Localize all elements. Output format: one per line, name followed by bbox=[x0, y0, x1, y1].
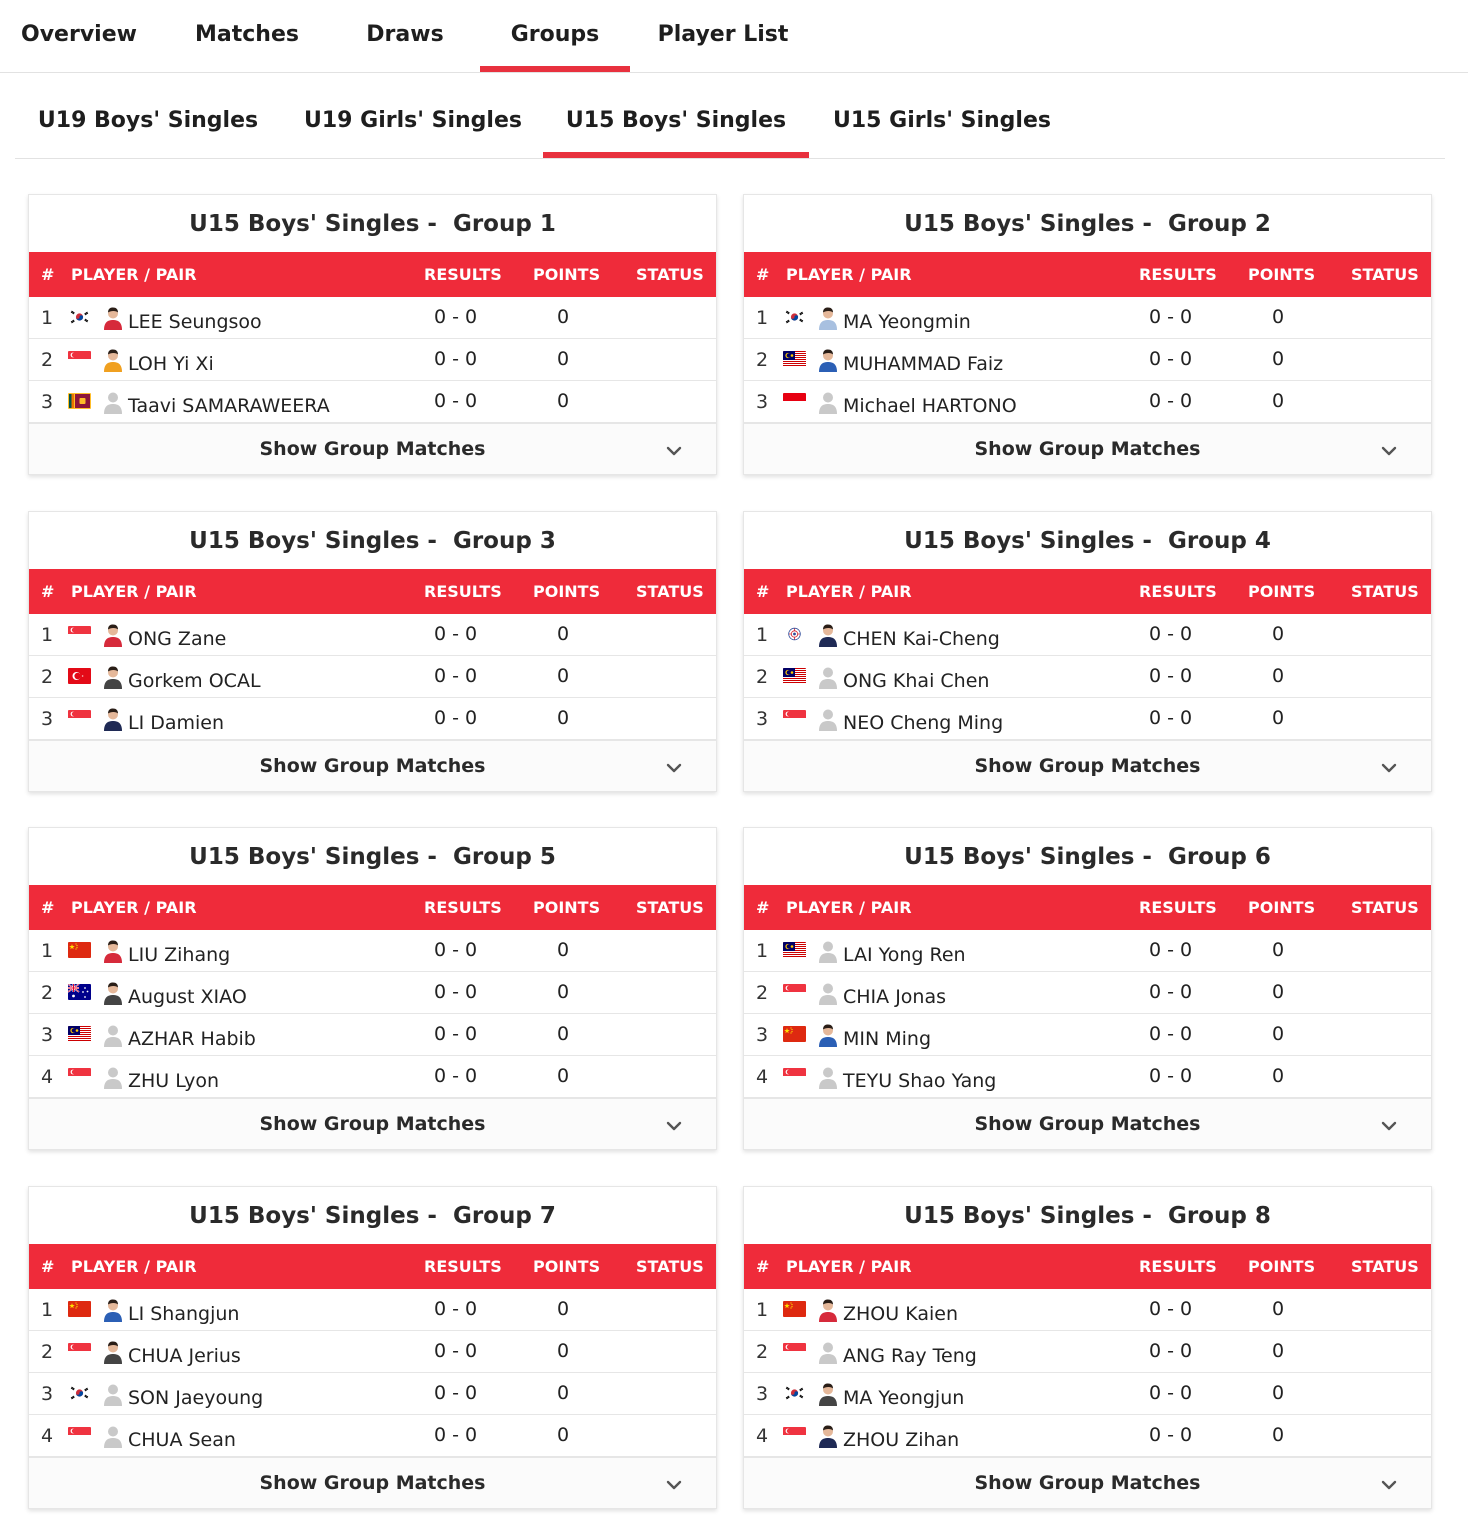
tab-u15-girls-singles[interactable]: U15 Girls' Singles bbox=[833, 108, 1051, 133]
tab-draws[interactable]: Draws bbox=[366, 22, 444, 47]
table-header bbox=[29, 569, 716, 614]
player-results: 0 - 0 bbox=[1149, 1424, 1193, 1446]
group-title: U15 Boys' Singles - Group 2 bbox=[904, 211, 1271, 237]
player-results: 0 - 0 bbox=[1149, 306, 1193, 328]
table-row bbox=[29, 930, 716, 972]
player-points: 0 bbox=[1272, 1424, 1285, 1446]
player-results: 0 - 0 bbox=[1149, 1298, 1193, 1320]
table-row bbox=[744, 1331, 1431, 1373]
player-avatar-icon bbox=[102, 981, 124, 1005]
column-header-status: STATUS bbox=[636, 898, 704, 917]
table-row bbox=[29, 698, 716, 740]
player-avatar-icon bbox=[102, 1298, 124, 1322]
player-avatar-icon bbox=[817, 348, 839, 372]
player-points: 0 bbox=[557, 1340, 570, 1362]
column-header-rank: # bbox=[41, 898, 55, 917]
player-avatar-icon bbox=[102, 306, 124, 330]
table-row bbox=[29, 1373, 716, 1415]
player-avatar-icon bbox=[817, 623, 839, 647]
country-flag-icon bbox=[783, 942, 806, 958]
player-results: 0 - 0 bbox=[1149, 939, 1193, 961]
country-flag-icon bbox=[68, 351, 91, 367]
group-card bbox=[28, 511, 717, 792]
tab-player-list[interactable]: Player List bbox=[657, 22, 789, 47]
player-name-link[interactable]: CHUA Jerius bbox=[128, 1345, 241, 1367]
column-header-rank: # bbox=[41, 1257, 55, 1276]
player-name-link[interactable]: LOH Yi Xi bbox=[128, 353, 214, 375]
player-rank: 4 bbox=[756, 1425, 769, 1447]
event-tab-bar bbox=[15, 73, 1445, 159]
player-avatar-icon bbox=[102, 1340, 124, 1364]
country-flag-icon bbox=[68, 1343, 91, 1359]
player-points: 0 bbox=[557, 981, 570, 1003]
player-name-link[interactable]: Michael HARTONO bbox=[843, 395, 1017, 417]
table-row bbox=[744, 1014, 1431, 1056]
player-name-link[interactable]: MIN Ming bbox=[843, 1028, 932, 1050]
player-points: 0 bbox=[1272, 623, 1285, 645]
column-header-points: POINTS bbox=[1248, 898, 1316, 917]
player-points: 0 bbox=[557, 665, 570, 687]
table-row bbox=[744, 339, 1431, 381]
player-avatar-icon bbox=[817, 707, 839, 731]
show-group-matches-button[interactable] bbox=[29, 423, 716, 474]
country-flag-icon bbox=[68, 393, 91, 409]
country-flag-icon bbox=[783, 351, 806, 367]
table-header bbox=[744, 569, 1431, 614]
player-avatar-icon bbox=[102, 623, 124, 647]
chevron-down-icon bbox=[1379, 758, 1399, 772]
player-name-link[interactable]: ZHOU Kaien bbox=[843, 1303, 958, 1325]
column-header-points: POINTS bbox=[1248, 582, 1316, 601]
player-results: 0 - 0 bbox=[1149, 390, 1193, 412]
show-group-matches-label: Show Group Matches bbox=[259, 1113, 486, 1135]
player-results: 0 - 0 bbox=[1149, 1382, 1193, 1404]
country-flag-icon bbox=[68, 1026, 91, 1042]
column-header-player: PLAYER / PAIR bbox=[71, 898, 197, 917]
player-results: 0 - 0 bbox=[1149, 623, 1193, 645]
player-name-link[interactable]: ZHOU Zihan bbox=[843, 1429, 960, 1451]
player-rank: 2 bbox=[756, 666, 769, 688]
column-header-rank: # bbox=[756, 582, 770, 601]
table-header bbox=[744, 1244, 1431, 1289]
player-points: 0 bbox=[557, 623, 570, 645]
table-row bbox=[744, 930, 1431, 972]
player-rank: 2 bbox=[756, 349, 769, 371]
group-title: U15 Boys' Singles - Group 5 bbox=[189, 844, 556, 870]
main-tab-bar bbox=[0, 0, 1468, 73]
column-header-points: POINTS bbox=[533, 898, 601, 917]
column-header-rank: # bbox=[41, 582, 55, 601]
table-row bbox=[744, 297, 1431, 339]
group-card bbox=[743, 194, 1432, 475]
player-rank: 1 bbox=[41, 1299, 54, 1321]
table-row bbox=[29, 972, 716, 1014]
table-row bbox=[29, 381, 716, 423]
player-results: 0 - 0 bbox=[434, 981, 478, 1003]
column-header-results: RESULTS bbox=[1139, 1257, 1217, 1276]
column-header-points: POINTS bbox=[533, 1257, 601, 1276]
country-flag-icon bbox=[783, 1427, 806, 1443]
column-header-status: STATUS bbox=[1351, 265, 1419, 284]
tab-u15-boys-singles[interactable]: U15 Boys' Singles bbox=[543, 73, 809, 158]
table-row bbox=[744, 656, 1431, 698]
group-title: U15 Boys' Singles - Group 4 bbox=[904, 528, 1271, 554]
player-avatar-icon bbox=[102, 390, 124, 414]
player-results: 0 - 0 bbox=[434, 939, 478, 961]
country-flag-icon bbox=[68, 984, 91, 1000]
column-header-rank: # bbox=[756, 265, 770, 284]
column-header-status: STATUS bbox=[636, 265, 704, 284]
table-row bbox=[744, 972, 1431, 1014]
player-rank: 3 bbox=[41, 391, 54, 413]
column-header-status: STATUS bbox=[1351, 1257, 1419, 1276]
player-avatar-icon bbox=[817, 1298, 839, 1322]
player-avatar-icon bbox=[817, 390, 839, 414]
show-group-matches-button[interactable] bbox=[29, 740, 716, 791]
show-group-matches-label: Show Group Matches bbox=[259, 755, 486, 777]
player-rank: 3 bbox=[756, 1383, 769, 1405]
player-points: 0 bbox=[557, 1298, 570, 1320]
column-header-player: PLAYER / PAIR bbox=[786, 898, 912, 917]
country-flag-icon bbox=[783, 1301, 806, 1317]
player-rank: 3 bbox=[756, 708, 769, 730]
player-rank: 3 bbox=[41, 1024, 54, 1046]
player-name-link[interactable]: CHIA Jonas bbox=[843, 986, 947, 1008]
player-name-link[interactable]: CHEN Kai-Cheng bbox=[843, 628, 1000, 650]
player-results: 0 - 0 bbox=[434, 1424, 478, 1446]
player-results: 0 - 0 bbox=[1149, 348, 1193, 370]
player-name-link[interactable]: Gorkem OCAL bbox=[128, 670, 261, 692]
country-flag-icon bbox=[783, 984, 806, 1000]
table-row bbox=[744, 1056, 1431, 1098]
player-avatar-icon bbox=[817, 1023, 839, 1047]
player-points: 0 bbox=[557, 1065, 570, 1087]
column-header-player: PLAYER / PAIR bbox=[71, 265, 197, 284]
column-header-results: RESULTS bbox=[1139, 582, 1217, 601]
group-title: U15 Boys' Singles - Group 1 bbox=[189, 211, 556, 237]
player-name-link[interactable]: MUHAMMAD Faiz bbox=[843, 353, 1004, 375]
table-row bbox=[29, 297, 716, 339]
player-points: 0 bbox=[1272, 1023, 1285, 1045]
player-points: 0 bbox=[1272, 390, 1285, 412]
player-name-link[interactable]: TEYU Shao Yang bbox=[843, 1070, 997, 1092]
player-rank: 1 bbox=[41, 940, 54, 962]
table-row bbox=[29, 339, 716, 381]
player-points: 0 bbox=[557, 390, 570, 412]
player-avatar-icon bbox=[817, 1382, 839, 1406]
player-points: 0 bbox=[557, 939, 570, 961]
player-rank: 2 bbox=[41, 982, 54, 1004]
country-flag-icon bbox=[783, 668, 806, 684]
player-name-link[interactable]: ONG Zane bbox=[128, 628, 227, 650]
column-header-rank: # bbox=[756, 1257, 770, 1276]
column-header-player: PLAYER / PAIR bbox=[786, 1257, 912, 1276]
table-row bbox=[744, 1415, 1431, 1457]
column-header-player: PLAYER / PAIR bbox=[786, 582, 912, 601]
show-group-matches-label: Show Group Matches bbox=[974, 755, 1201, 777]
player-results: 0 - 0 bbox=[434, 390, 478, 412]
player-avatar-icon bbox=[817, 665, 839, 689]
table-row bbox=[29, 656, 716, 698]
group-title: U15 Boys' Singles - Group 6 bbox=[904, 844, 1271, 870]
player-rank: 2 bbox=[41, 349, 54, 371]
player-results: 0 - 0 bbox=[1149, 1023, 1193, 1045]
player-rank: 2 bbox=[41, 666, 54, 688]
country-flag-icon bbox=[783, 710, 806, 726]
player-avatar-icon bbox=[817, 939, 839, 963]
table-row bbox=[744, 1373, 1431, 1415]
country-flag-icon bbox=[68, 1427, 91, 1443]
player-rank: 1 bbox=[756, 1299, 769, 1321]
table-row bbox=[29, 614, 716, 656]
player-avatar-icon bbox=[102, 348, 124, 372]
player-points: 0 bbox=[557, 1023, 570, 1045]
tab-u19-boys-singles[interactable]: U19 Boys' Singles bbox=[37, 108, 259, 133]
player-points: 0 bbox=[1272, 981, 1285, 1003]
column-header-results: RESULTS bbox=[424, 898, 502, 917]
player-avatar-icon bbox=[102, 1424, 124, 1448]
column-header-rank: # bbox=[41, 265, 55, 284]
column-header-points: POINTS bbox=[1248, 265, 1316, 284]
table-row bbox=[29, 1014, 716, 1056]
country-flag-icon bbox=[68, 1301, 91, 1317]
player-points: 0 bbox=[557, 707, 570, 729]
column-header-player: PLAYER / PAIR bbox=[71, 582, 197, 601]
country-flag-icon bbox=[783, 393, 806, 409]
chevron-down-icon bbox=[664, 758, 684, 772]
table-row bbox=[744, 381, 1431, 423]
player-name-link[interactable]: LEE Seungsoo bbox=[128, 311, 262, 333]
column-header-results: RESULTS bbox=[424, 265, 502, 284]
player-rank: 1 bbox=[756, 940, 769, 962]
group-card bbox=[743, 827, 1432, 1150]
show-group-matches-button[interactable] bbox=[744, 423, 1431, 474]
country-flag-icon bbox=[783, 626, 806, 642]
player-rank: 2 bbox=[756, 982, 769, 1004]
column-header-player: PLAYER / PAIR bbox=[71, 1257, 197, 1276]
tab-u19-girls-singles[interactable]: U19 Girls' Singles bbox=[304, 108, 522, 133]
player-results: 0 - 0 bbox=[434, 1023, 478, 1045]
player-avatar-icon bbox=[102, 939, 124, 963]
player-points: 0 bbox=[1272, 1340, 1285, 1362]
player-results: 0 - 0 bbox=[434, 707, 478, 729]
country-flag-icon bbox=[68, 309, 91, 325]
player-results: 0 - 0 bbox=[434, 1298, 478, 1320]
player-points: 0 bbox=[1272, 665, 1285, 687]
table-row bbox=[29, 1289, 716, 1331]
show-group-matches-button[interactable] bbox=[29, 1457, 716, 1508]
table-header bbox=[29, 885, 716, 930]
player-name-link[interactable]: AZHAR Habib bbox=[128, 1028, 256, 1050]
country-flag-icon bbox=[783, 309, 806, 325]
player-results: 0 - 0 bbox=[434, 665, 478, 687]
group-title: U15 Boys' Singles - Group 7 bbox=[189, 1203, 556, 1229]
player-results: 0 - 0 bbox=[434, 348, 478, 370]
show-group-matches-label: Show Group Matches bbox=[974, 438, 1201, 460]
player-avatar-icon bbox=[817, 1340, 839, 1364]
table-header bbox=[29, 252, 716, 297]
player-avatar-icon bbox=[102, 665, 124, 689]
player-name-link[interactable]: LI Damien bbox=[128, 712, 225, 734]
player-points: 0 bbox=[1272, 939, 1285, 961]
player-points: 0 bbox=[1272, 306, 1285, 328]
player-points: 0 bbox=[1272, 1382, 1285, 1404]
player-points: 0 bbox=[1272, 1065, 1285, 1087]
player-avatar-icon bbox=[102, 1065, 124, 1089]
player-name-link[interactable]: ONG Khai Chen bbox=[843, 670, 990, 692]
player-points: 0 bbox=[1272, 348, 1285, 370]
player-rank: 1 bbox=[756, 307, 769, 329]
show-group-matches-label: Show Group Matches bbox=[974, 1113, 1201, 1135]
chevron-down-icon bbox=[1379, 1475, 1399, 1489]
table-header bbox=[29, 1244, 716, 1289]
player-rank: 1 bbox=[756, 624, 769, 646]
player-name-link[interactable]: MA Yeongjun bbox=[843, 1387, 965, 1409]
show-group-matches-label: Show Group Matches bbox=[259, 1472, 486, 1494]
country-flag-icon bbox=[783, 1343, 806, 1359]
player-rank: 3 bbox=[41, 1383, 54, 1405]
table-row bbox=[29, 1056, 716, 1098]
show-group-matches-button[interactable] bbox=[744, 1098, 1431, 1149]
group-card bbox=[28, 1186, 717, 1509]
player-results: 0 - 0 bbox=[434, 623, 478, 645]
player-name-link[interactable]: SON Jaeyoung bbox=[128, 1387, 264, 1409]
player-points: 0 bbox=[557, 348, 570, 370]
player-name-link[interactable]: ANG Ray Teng bbox=[843, 1345, 977, 1367]
player-avatar-icon bbox=[102, 1023, 124, 1047]
player-avatar-icon bbox=[102, 1382, 124, 1406]
chevron-down-icon bbox=[1379, 441, 1399, 455]
tab-overview[interactable]: Overview bbox=[21, 22, 137, 47]
player-name-link[interactable]: LAI Yong Ren bbox=[843, 944, 966, 966]
group-card bbox=[28, 827, 717, 1150]
country-flag-icon bbox=[68, 668, 91, 684]
player-rank: 1 bbox=[41, 624, 54, 646]
player-rank: 3 bbox=[756, 391, 769, 413]
country-flag-icon bbox=[68, 1068, 91, 1084]
player-rank: 1 bbox=[41, 307, 54, 329]
table-row bbox=[744, 698, 1431, 740]
column-header-status: STATUS bbox=[1351, 582, 1419, 601]
column-header-results: RESULTS bbox=[424, 582, 502, 601]
group-title: U15 Boys' Singles - Group 8 bbox=[904, 1203, 1271, 1229]
player-name-link[interactable]: NEO Cheng Ming bbox=[843, 712, 1004, 734]
player-name-link[interactable]: MA Yeongmin bbox=[843, 311, 971, 333]
player-avatar-icon bbox=[817, 1424, 839, 1448]
country-flag-icon bbox=[783, 1068, 806, 1084]
table-row bbox=[29, 1415, 716, 1457]
column-header-status: STATUS bbox=[636, 1257, 704, 1276]
country-flag-icon bbox=[783, 1026, 806, 1042]
player-rank: 3 bbox=[41, 708, 54, 730]
chevron-down-icon bbox=[664, 1475, 684, 1489]
column-header-player: PLAYER / PAIR bbox=[786, 265, 912, 284]
player-rank: 4 bbox=[756, 1066, 769, 1088]
player-points: 0 bbox=[557, 306, 570, 328]
table-row bbox=[744, 614, 1431, 656]
column-header-points: POINTS bbox=[1248, 1257, 1316, 1276]
tab-matches[interactable]: Matches bbox=[195, 22, 299, 47]
column-header-results: RESULTS bbox=[1139, 265, 1217, 284]
column-header-rank: # bbox=[756, 898, 770, 917]
player-avatar-icon bbox=[102, 707, 124, 731]
country-flag-icon bbox=[68, 1385, 91, 1401]
player-rank: 2 bbox=[41, 1341, 54, 1363]
column-header-points: POINTS bbox=[533, 265, 601, 284]
column-header-status: STATUS bbox=[636, 582, 704, 601]
player-points: 0 bbox=[1272, 707, 1285, 729]
player-results: 0 - 0 bbox=[434, 1065, 478, 1087]
table-header bbox=[744, 885, 1431, 930]
group-card bbox=[743, 1186, 1432, 1509]
table-row bbox=[29, 1331, 716, 1373]
player-results: 0 - 0 bbox=[434, 1382, 478, 1404]
group-card bbox=[28, 194, 717, 475]
player-results: 0 - 0 bbox=[434, 306, 478, 328]
player-avatar-icon bbox=[817, 1065, 839, 1089]
chevron-down-icon bbox=[664, 1116, 684, 1130]
chevron-down-icon bbox=[664, 441, 684, 455]
player-rank: 4 bbox=[41, 1425, 54, 1447]
player-name-link[interactable]: Taavi SAMARAWEERA bbox=[128, 395, 330, 417]
player-results: 0 - 0 bbox=[1149, 1065, 1193, 1087]
table-header bbox=[744, 252, 1431, 297]
player-results: 0 - 0 bbox=[1149, 665, 1193, 687]
player-points: 0 bbox=[1272, 1298, 1285, 1320]
country-flag-icon bbox=[68, 626, 91, 642]
player-results: 0 - 0 bbox=[434, 1340, 478, 1362]
country-flag-icon bbox=[68, 710, 91, 726]
player-rank: 3 bbox=[756, 1024, 769, 1046]
group-title: U15 Boys' Singles - Group 3 bbox=[189, 528, 556, 554]
player-name-link[interactable]: ZHU Lyon bbox=[128, 1070, 220, 1092]
player-avatar-icon bbox=[817, 981, 839, 1005]
column-header-points: POINTS bbox=[533, 582, 601, 601]
player-name-link[interactable]: LIU Zihang bbox=[128, 944, 231, 966]
show-group-matches-button[interactable] bbox=[744, 740, 1431, 791]
player-avatar-icon bbox=[817, 306, 839, 330]
player-rank: 4 bbox=[41, 1066, 54, 1088]
country-flag-icon bbox=[783, 1385, 806, 1401]
chevron-down-icon bbox=[1379, 1116, 1399, 1130]
show-group-matches-label: Show Group Matches bbox=[259, 438, 486, 460]
player-name-link[interactable]: August XIAO bbox=[128, 986, 247, 1008]
player-results: 0 - 0 bbox=[1149, 707, 1193, 729]
player-results: 0 - 0 bbox=[1149, 1340, 1193, 1362]
player-points: 0 bbox=[557, 1382, 570, 1404]
player-results: 0 - 0 bbox=[1149, 981, 1193, 1003]
tab-groups[interactable]: Groups bbox=[480, 0, 630, 72]
player-name-link[interactable]: CHUA Sean bbox=[128, 1429, 236, 1451]
column-header-results: RESULTS bbox=[1139, 898, 1217, 917]
player-name-link[interactable]: LI Shangjun bbox=[128, 1303, 240, 1325]
player-points: 0 bbox=[557, 1424, 570, 1446]
country-flag-icon bbox=[68, 942, 91, 958]
table-row bbox=[744, 1289, 1431, 1331]
show-group-matches-label: Show Group Matches bbox=[974, 1472, 1201, 1494]
column-header-status: STATUS bbox=[1351, 898, 1419, 917]
show-group-matches-button[interactable] bbox=[29, 1098, 716, 1149]
player-rank: 2 bbox=[756, 1341, 769, 1363]
show-group-matches-button[interactable] bbox=[744, 1457, 1431, 1508]
column-header-results: RESULTS bbox=[424, 1257, 502, 1276]
group-card bbox=[743, 511, 1432, 792]
